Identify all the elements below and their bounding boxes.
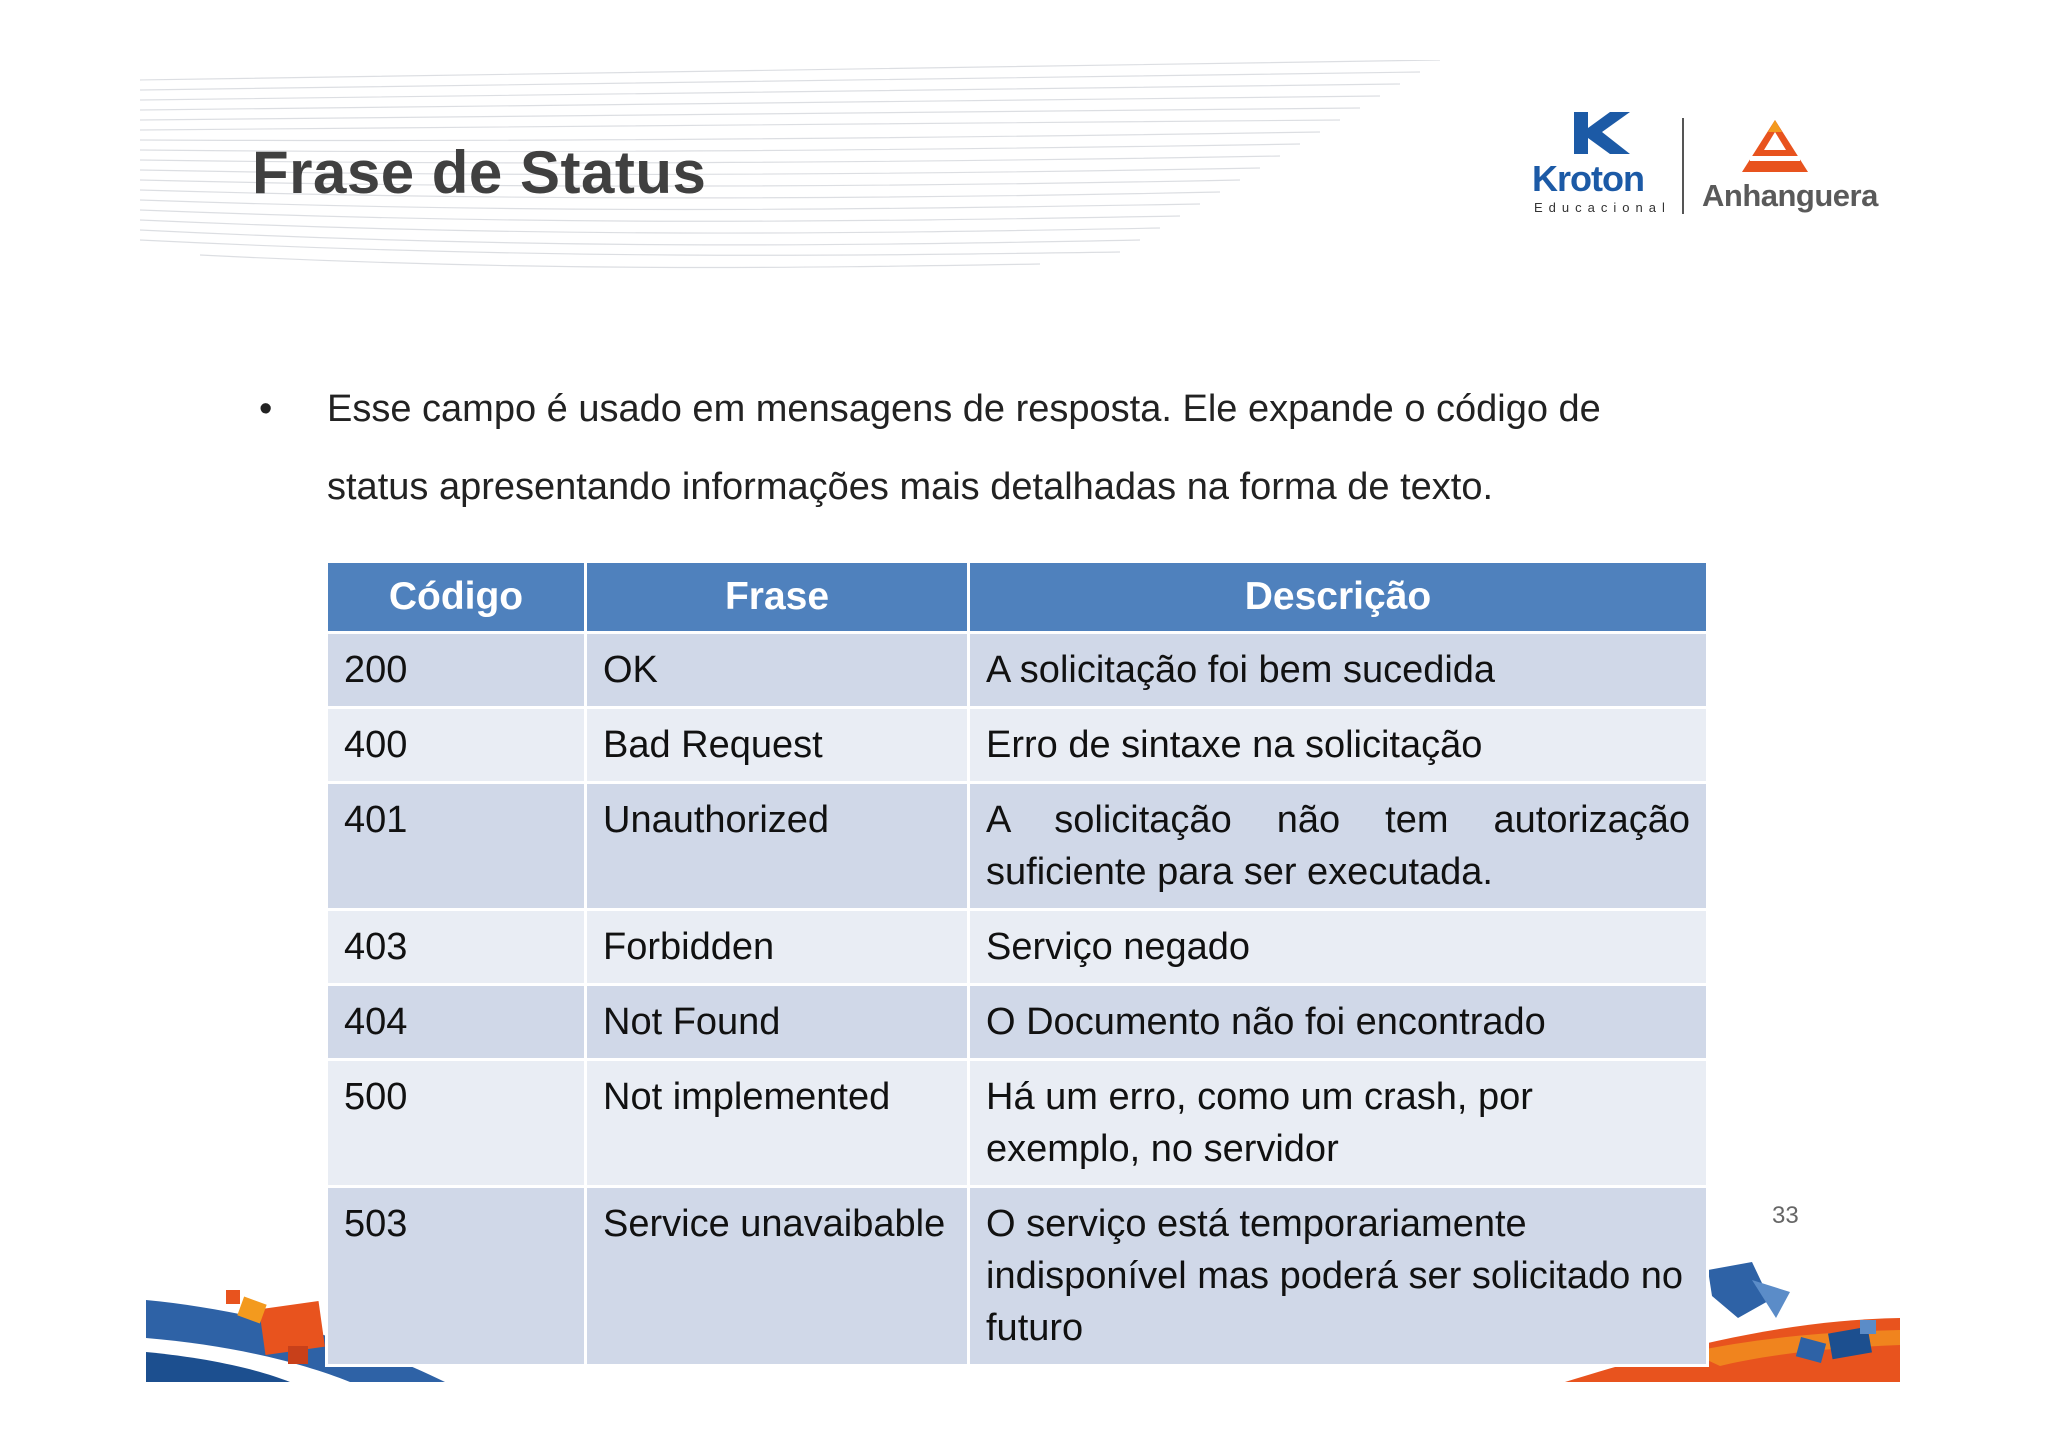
header-description: Descrição bbox=[969, 562, 1708, 633]
table-header-row bbox=[327, 562, 1708, 633]
bullet-dot-icon: • bbox=[259, 388, 273, 430]
cell-description: A solicitação foi bem sucedida bbox=[969, 633, 1708, 708]
kroton-k-logo-icon bbox=[1570, 110, 1634, 156]
table-row bbox=[327, 910, 1708, 985]
status-table bbox=[325, 560, 1709, 1367]
cell-phrase: Not Found bbox=[586, 985, 969, 1060]
table-row bbox=[327, 633, 1708, 708]
cell-code: 200 bbox=[327, 633, 586, 708]
cell-description: Erro de sintaxe na solicitação bbox=[969, 708, 1708, 783]
cell-phrase: Unauthorized bbox=[586, 783, 969, 910]
table-row bbox=[327, 708, 1708, 783]
bullet-text: Esse campo é usado em mensagens de resposta. Ele expande o código de status apresentando informações mais detalhadas na forma de texto. bbox=[327, 388, 1601, 508]
cell-code: 503 bbox=[327, 1187, 586, 1366]
cell-description: A solicitação não tem autorização suficiente para ser executada. bbox=[969, 783, 1708, 910]
table-row bbox=[327, 1187, 1708, 1366]
cell-description: Serviço negado bbox=[969, 910, 1708, 985]
kroton-wordmark: Kroton bbox=[1532, 158, 1644, 199]
cell-description: Há um erro, como um crash, por exemplo, no servidor bbox=[969, 1060, 1708, 1187]
cell-phrase: Forbidden bbox=[586, 910, 969, 985]
anhanguera-wordmark: Anhanguera bbox=[1702, 178, 1878, 213]
slide-title: Frase de Status bbox=[252, 139, 707, 206]
cell-phrase: Not implemented bbox=[586, 1060, 969, 1187]
table-row bbox=[327, 783, 1708, 910]
cell-description: O serviço está temporariamente indisponível mas poderá ser solicitado no futuro bbox=[969, 1187, 1708, 1366]
cell-code: 403 bbox=[327, 910, 586, 985]
logo-divider bbox=[1682, 118, 1684, 214]
kroton-subtitle: Educacional bbox=[1534, 200, 1671, 215]
table-row bbox=[327, 985, 1708, 1060]
header-code: Código bbox=[327, 562, 586, 633]
cell-code: 401 bbox=[327, 783, 586, 910]
anhanguera-triangle-logo-icon bbox=[1740, 118, 1810, 174]
header-phrase: Frase bbox=[586, 562, 969, 633]
cell-code: 404 bbox=[327, 985, 586, 1060]
cell-code: 400 bbox=[327, 708, 586, 783]
cell-phrase: Bad Request bbox=[586, 708, 969, 783]
cell-phrase: OK bbox=[586, 633, 969, 708]
cell-code: 500 bbox=[327, 1060, 586, 1187]
table-row bbox=[327, 1060, 1708, 1187]
cell-description: O Documento não foi encontrado bbox=[969, 985, 1708, 1060]
page-number: 33 bbox=[1772, 1202, 1799, 1229]
cell-phrase: Service unavaibable bbox=[586, 1187, 969, 1366]
brand-logos bbox=[1520, 110, 1878, 220]
